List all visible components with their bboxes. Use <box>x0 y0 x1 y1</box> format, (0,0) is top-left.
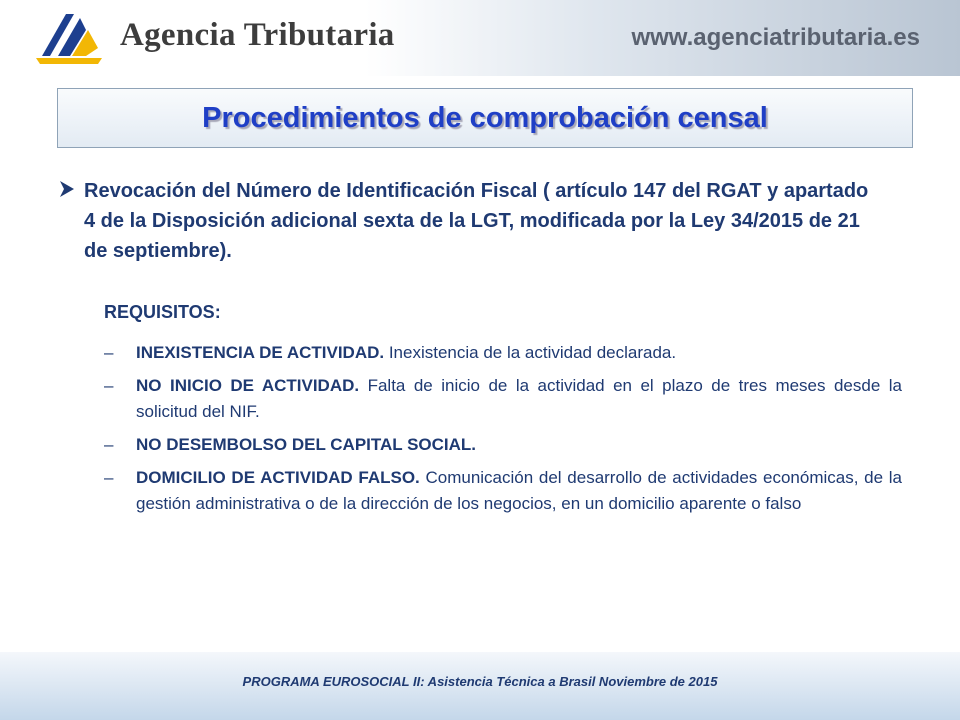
site-url: www.agenciatributaria.es <box>631 24 920 51</box>
header-band <box>0 0 960 76</box>
requisito-description: Inexistencia de la actividad declarada. <box>384 343 677 362</box>
list-item <box>102 432 902 458</box>
requisito-label: NO INICIO DE ACTIVIDAD. <box>136 376 360 395</box>
requisito-text <box>136 432 902 458</box>
arrow-bullet-icon <box>58 180 76 198</box>
requisito-description: Falta de inicio de la actividad en el plazo de tres meses desde la solicitud del NIF. <box>136 376 902 421</box>
requisito-text <box>136 373 902 425</box>
dash-bullet: – <box>104 468 114 487</box>
dash-bullet: – <box>104 435 114 454</box>
requisito-label: INEXISTENCIA DE ACTIVIDAD. <box>136 343 385 362</box>
requisitos-title: REQUISITOS: <box>104 302 221 322</box>
page-title: Procedimientos de comprobación censal <box>202 101 768 134</box>
list-item <box>102 465 902 517</box>
main-bullet <box>58 176 878 266</box>
footer-text: PROGRAMA EUROSOCIAL II: Asistencia Técnica a Brasil Noviembre de 2015 <box>242 674 718 689</box>
requisito-text <box>136 340 902 366</box>
requisitos-list <box>102 340 902 524</box>
list-item <box>102 373 902 425</box>
requisito-text <box>136 465 902 517</box>
requisito-description: Comunicación del desarrollo de actividades económicas, de la gestión administrativa o de la dirección de los negocios, en un domicilio aparente o falso <box>136 468 902 513</box>
dash-bullet: – <box>104 343 114 362</box>
agencia-tributaria-logo-icon <box>36 8 102 66</box>
requisito-label: DOMICILIO DE ACTIVIDAD FALSO. <box>136 468 420 487</box>
main-bullet-text: Revocación del Número de Identificación Fiscal ( artículo 147 del RGAT y apartado 4 de la Disposición adicional sexta de la LGT, modificada por la Ley 34/2015 de 21 de septiembre). <box>84 180 869 262</box>
brand-name: Agencia Tributaria <box>120 17 395 53</box>
requisito-label: NO DESEMBOLSO DEL CAPITAL SOCIAL. <box>136 435 477 454</box>
dash-bullet: – <box>104 376 114 395</box>
title-box <box>57 88 913 148</box>
list-item <box>102 340 902 366</box>
